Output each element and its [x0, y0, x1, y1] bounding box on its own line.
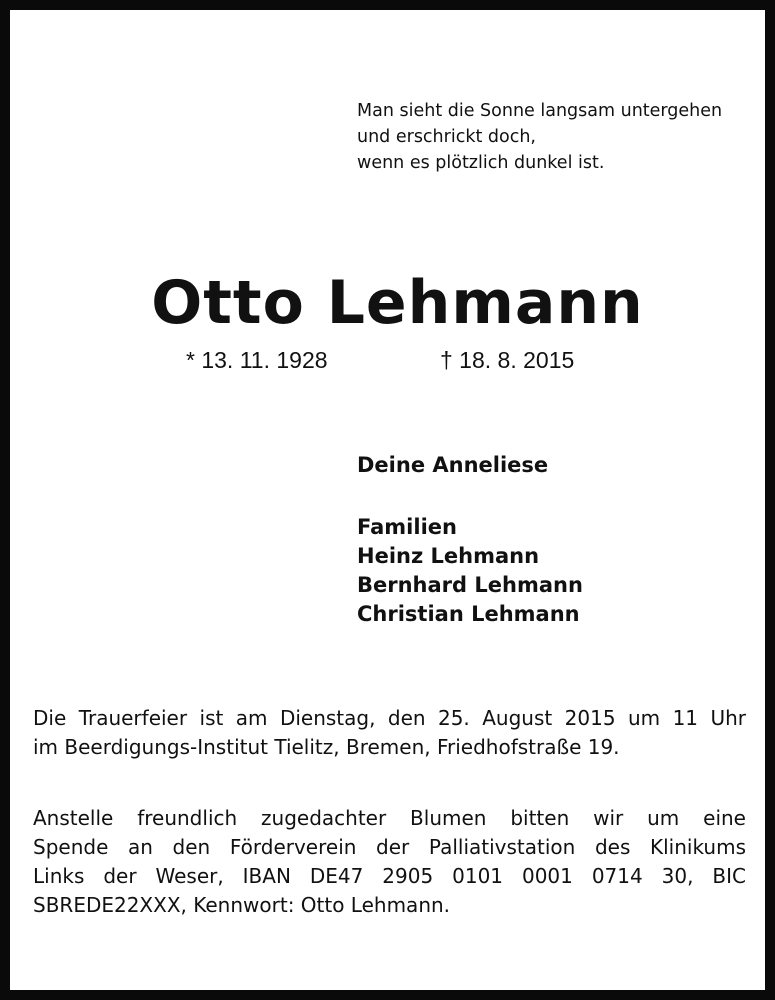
- memorial-quote: [357, 98, 722, 176]
- donation-line: Anstelle freundlich zugedachter Blumen bitten wir um eine: [33, 806, 746, 830]
- quote-line: und erschrickt doch,: [357, 127, 536, 147]
- donation-info: [33, 804, 746, 920]
- death-date: † 18. 8. 2015: [440, 347, 575, 373]
- service-line: Die Trauerfeier ist am Dienstag, den 25. August 2015 um 11 Uhr: [33, 706, 746, 730]
- family-member: Christian Lehmann: [357, 602, 580, 626]
- donation-line: SBREDE22XXX, Kennwort: Otto Lehmann.: [33, 893, 451, 917]
- quote-line: Man sieht die Sonne langsam untergehen: [357, 101, 723, 121]
- family-member: Bernhard Lehmann: [357, 573, 583, 597]
- donation-line: Links der Weser, IBAN DE47 2905 0101 0001 0714 30, BIC: [33, 864, 746, 888]
- primary-mourner-name: Deine Anneliese: [357, 453, 549, 477]
- birth-date: * 13. 11. 1928: [186, 347, 328, 373]
- deceased-name: Otto Lehmann: [151, 268, 644, 338]
- donation-line: Spende an den Förderverein der Palliativstation des Klinikums: [33, 835, 746, 859]
- quote-line: wenn es plötzlich dunkel ist.: [357, 153, 605, 173]
- primary-mourner: [357, 451, 548, 480]
- service-line: im Beerdigungs-Institut Tielitz, Bremen, Friedhofstraße 19.: [33, 735, 620, 759]
- families-heading: Familien: [357, 515, 457, 539]
- service-info: [33, 704, 746, 762]
- family-member: Heinz Lehmann: [357, 544, 540, 568]
- family-list: [357, 513, 583, 629]
